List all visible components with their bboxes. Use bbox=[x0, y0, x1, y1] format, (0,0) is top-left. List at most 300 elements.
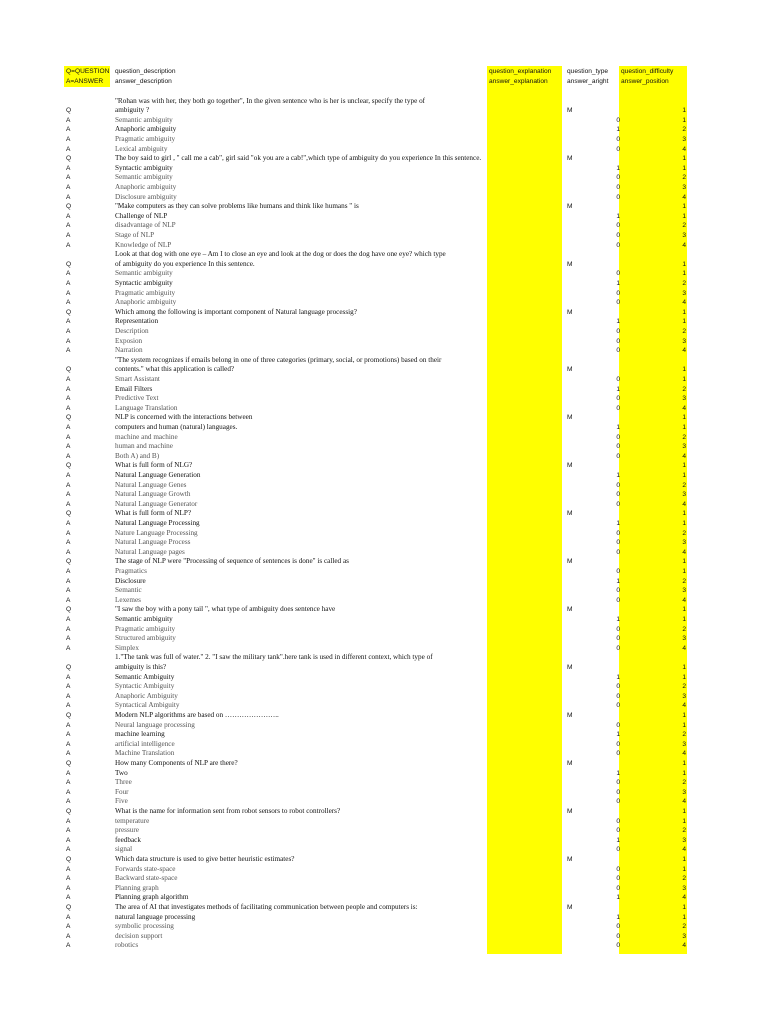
answer-position-cell: 1 bbox=[682, 769, 686, 777]
answer-position-cell: 4 bbox=[682, 404, 686, 412]
answer-right-cell: 0 bbox=[616, 740, 620, 748]
row-type-cell: A bbox=[66, 222, 71, 230]
row-type-cell: Q bbox=[66, 759, 72, 767]
question-type-cell: M bbox=[567, 855, 573, 863]
answer-right-cell: 1 bbox=[616, 894, 620, 902]
answer-position-cell: 3 bbox=[682, 491, 686, 499]
answer-right-cell: 0 bbox=[616, 548, 620, 556]
header-col-description-label: question_description answer_description bbox=[115, 68, 176, 85]
row-type-cell: A bbox=[66, 683, 71, 691]
answer-right-cell: 0 bbox=[616, 491, 620, 499]
answer-position-cell: 2 bbox=[682, 683, 686, 691]
row-type-cell: A bbox=[66, 404, 71, 412]
description-cell: What is the name for information sent from robot sensors to robot controllers? bbox=[115, 806, 341, 815]
description-cell: artificial intelligence bbox=[115, 739, 175, 748]
row-type-cell: A bbox=[66, 299, 71, 307]
answer-position-cell: 2 bbox=[682, 385, 686, 393]
answer-row bbox=[0, 442, 770, 452]
row-type-cell: A bbox=[66, 471, 71, 479]
row-type-cell: A bbox=[66, 942, 71, 950]
row-type-cell: A bbox=[66, 615, 71, 623]
row-type-cell: Q bbox=[66, 366, 72, 374]
description-cell: Syntactic ambiguity bbox=[115, 163, 173, 172]
answer-position-cell: 1 bbox=[682, 519, 686, 527]
row-type-cell: Q bbox=[66, 462, 72, 470]
answer-row bbox=[0, 529, 770, 539]
answer-position-cell: 2 bbox=[682, 174, 686, 182]
answer-right-cell: 0 bbox=[616, 702, 620, 710]
row-type-cell: Q bbox=[66, 414, 72, 422]
description-cell: Stage of NLP bbox=[115, 230, 155, 239]
answer-right-cell: 1 bbox=[616, 423, 620, 431]
description-cell: Natural Language pages bbox=[115, 547, 185, 556]
answer-right-cell: 0 bbox=[616, 193, 620, 201]
answer-row bbox=[0, 423, 770, 433]
answer-row bbox=[0, 941, 770, 951]
row-type-cell: A bbox=[66, 279, 71, 287]
answer-right-cell: 0 bbox=[616, 788, 620, 796]
difficulty-cell: 1 bbox=[682, 260, 686, 268]
question-type-cell: M bbox=[567, 606, 573, 614]
answer-position-cell: 4 bbox=[682, 846, 686, 854]
difficulty-cell: 1 bbox=[682, 855, 686, 863]
row-type-cell: Q bbox=[66, 663, 72, 671]
difficulty-cell: 1 bbox=[682, 663, 686, 671]
question-row bbox=[0, 557, 770, 567]
row-type-cell: A bbox=[66, 385, 71, 393]
row-type-cell: A bbox=[66, 433, 71, 441]
answer-row bbox=[0, 692, 770, 702]
description-cell: of ambiguity do you experience In this sentence. bbox=[115, 259, 255, 268]
answer-right-cell: 0 bbox=[616, 270, 620, 278]
question-row bbox=[0, 413, 770, 423]
answer-row bbox=[0, 749, 770, 759]
answer-right-cell: 0 bbox=[616, 942, 620, 950]
row-type-cell: A bbox=[66, 126, 71, 134]
table-row bbox=[0, 97, 770, 107]
answer-right-cell: 0 bbox=[616, 500, 620, 508]
answer-position-cell: 1 bbox=[682, 673, 686, 681]
answer-right-cell: 0 bbox=[616, 798, 620, 806]
row-type-cell: A bbox=[66, 913, 71, 921]
row-type-cell: A bbox=[66, 721, 71, 729]
description-cell: Simplex bbox=[115, 643, 139, 652]
question-type-cell: M bbox=[567, 308, 573, 316]
answer-position-cell: 4 bbox=[682, 596, 686, 604]
row-type-cell: A bbox=[66, 692, 71, 700]
answer-row bbox=[0, 173, 770, 183]
row-type-cell: A bbox=[66, 193, 71, 201]
answer-right-cell: 0 bbox=[616, 644, 620, 652]
question-type-cell: M bbox=[567, 807, 573, 815]
description-cell: NLP is concerned with the interactions between bbox=[115, 413, 253, 422]
description-cell: Look at that dog with one eye – Am I to close an eye and look at the dog or does the dog have one eye? which type bbox=[115, 250, 446, 259]
answer-position-cell: 2 bbox=[682, 327, 686, 335]
answer-right-cell: 0 bbox=[616, 817, 620, 825]
answer-position-cell: 1 bbox=[682, 615, 686, 623]
answer-row bbox=[0, 500, 770, 510]
description-cell: Semantic ambiguity bbox=[115, 269, 173, 278]
answer-right-cell: 0 bbox=[616, 692, 620, 700]
row-type-cell: A bbox=[66, 452, 71, 460]
answer-row bbox=[0, 673, 770, 683]
answer-position-cell: 2 bbox=[682, 279, 686, 287]
question-row bbox=[0, 711, 770, 721]
answer-position-cell: 4 bbox=[682, 548, 686, 556]
answer-row bbox=[0, 241, 770, 251]
answer-row bbox=[0, 893, 770, 903]
row-type-cell: A bbox=[66, 183, 71, 191]
description-cell: symbolic processing bbox=[115, 922, 174, 931]
answer-right-cell: 0 bbox=[616, 337, 620, 345]
row-type-cell: A bbox=[66, 519, 71, 527]
description-cell: The stage of NLP were "Processing of sequence of sentences is done" is called as bbox=[115, 557, 349, 566]
row-type-cell: A bbox=[66, 375, 71, 383]
description-cell: robotics bbox=[115, 941, 139, 950]
answer-right-cell: 1 bbox=[616, 731, 620, 739]
description-cell: Syntactic Ambiguity bbox=[115, 682, 175, 691]
row-type-cell: A bbox=[66, 769, 71, 777]
answer-position-cell: 1 bbox=[682, 817, 686, 825]
description-cell: Semantic bbox=[115, 586, 142, 595]
difficulty-cell: 1 bbox=[682, 903, 686, 911]
answer-right-cell: 0 bbox=[616, 375, 620, 383]
answer-row bbox=[0, 615, 770, 625]
question-row bbox=[0, 509, 770, 519]
answer-position-cell: 4 bbox=[682, 644, 686, 652]
answer-row bbox=[0, 730, 770, 740]
header-col-explanation-label: question_explanation answer_explanation bbox=[489, 68, 552, 85]
answer-right-cell: 0 bbox=[616, 923, 620, 931]
row-type-cell: A bbox=[66, 731, 71, 739]
question-row bbox=[0, 202, 770, 212]
answer-row bbox=[0, 375, 770, 385]
answer-right-cell: 1 bbox=[616, 836, 620, 844]
description-cell: "Rohan was with her, they both go together", In the given sentence who is her is unclear, specify the type of bbox=[115, 96, 426, 105]
description-cell: Smart Assistant bbox=[115, 374, 160, 383]
row-type-cell: A bbox=[66, 395, 71, 403]
answer-row bbox=[0, 404, 770, 414]
answer-row bbox=[0, 327, 770, 337]
answer-position-cell: 2 bbox=[682, 923, 686, 931]
answer-right-cell: 1 bbox=[616, 318, 620, 326]
description-cell: Anaphoric ambiguity bbox=[115, 298, 177, 307]
answer-row bbox=[0, 538, 770, 548]
description-cell: Knowledge of NLP bbox=[115, 240, 172, 249]
description-cell: Anaphoric ambiguity bbox=[115, 125, 177, 134]
description-cell: Planning graph algorithm bbox=[115, 893, 189, 902]
answer-row bbox=[0, 874, 770, 884]
answer-right-cell: 0 bbox=[616, 635, 620, 643]
difficulty-cell: 1 bbox=[682, 462, 686, 470]
description-cell: Natural Language Growth bbox=[115, 490, 191, 499]
question-type-cell: M bbox=[567, 414, 573, 422]
answer-right-cell: 0 bbox=[616, 827, 620, 835]
row-type-cell: A bbox=[66, 212, 71, 220]
row-type-cell: A bbox=[66, 164, 71, 172]
row-type-cell: A bbox=[66, 587, 71, 595]
row-type-cell: A bbox=[66, 135, 71, 143]
question-type-cell: M bbox=[567, 558, 573, 566]
answer-right-cell: 0 bbox=[616, 846, 620, 854]
answer-row bbox=[0, 193, 770, 203]
answer-row bbox=[0, 682, 770, 692]
answer-position-cell: 3 bbox=[682, 740, 686, 748]
row-type-cell: A bbox=[66, 750, 71, 758]
difficulty-cell: 1 bbox=[682, 107, 686, 115]
answer-right-cell: 0 bbox=[616, 289, 620, 297]
answer-right-cell: 0 bbox=[616, 875, 620, 883]
answer-position-cell: 4 bbox=[682, 942, 686, 950]
answer-row bbox=[0, 269, 770, 279]
answer-right-cell: 0 bbox=[616, 222, 620, 230]
difficulty-cell: 1 bbox=[682, 711, 686, 719]
description-cell: Syntactical Ambiguity bbox=[115, 701, 180, 710]
answer-row bbox=[0, 644, 770, 654]
question-row bbox=[0, 903, 770, 913]
row-type-cell: A bbox=[66, 337, 71, 345]
row-type-cell: A bbox=[66, 491, 71, 499]
question-type-cell: M bbox=[567, 155, 573, 163]
answer-row bbox=[0, 519, 770, 529]
answer-row bbox=[0, 913, 770, 923]
answer-position-cell: 2 bbox=[682, 577, 686, 585]
answer-row bbox=[0, 586, 770, 596]
description-cell: Four bbox=[115, 787, 129, 796]
answer-row bbox=[0, 212, 770, 222]
answer-position-cell: 1 bbox=[682, 865, 686, 873]
answer-position-cell: 4 bbox=[682, 452, 686, 460]
row-type-cell: A bbox=[66, 673, 71, 681]
answer-row bbox=[0, 433, 770, 443]
answer-right-cell: 1 bbox=[616, 385, 620, 393]
description-cell: computers and human (natural) languages. bbox=[115, 422, 238, 431]
answer-position-cell: 1 bbox=[682, 318, 686, 326]
answer-position-cell: 4 bbox=[682, 299, 686, 307]
answer-position-cell: 3 bbox=[682, 337, 686, 345]
description-cell: The boy said to girl , " call me a cab", girl said "ok you are a cab!",which type of ambiguity do you experience In this sentence. bbox=[115, 154, 482, 163]
answer-right-cell: 0 bbox=[616, 327, 620, 335]
question-type-cell: M bbox=[567, 462, 573, 470]
question-type-cell: M bbox=[567, 663, 573, 671]
answer-position-cell: 2 bbox=[682, 481, 686, 489]
answer-position-cell: 3 bbox=[682, 788, 686, 796]
answer-row bbox=[0, 596, 770, 606]
description-cell: Pragmatic ambiguity bbox=[115, 624, 176, 633]
difficulty-cell: 1 bbox=[682, 155, 686, 163]
row-type-cell: A bbox=[66, 875, 71, 883]
answer-row bbox=[0, 884, 770, 894]
row-type-cell: A bbox=[66, 539, 71, 547]
answer-right-cell: 0 bbox=[616, 884, 620, 892]
row-type-cell: Q bbox=[66, 308, 72, 316]
answer-position-cell: 3 bbox=[682, 539, 686, 547]
answer-right-cell: 0 bbox=[616, 452, 620, 460]
question-row bbox=[0, 461, 770, 471]
answer-right-cell: 0 bbox=[616, 539, 620, 547]
description-cell: Pragmatic ambiguity bbox=[115, 134, 176, 143]
header-col-difficulty-label: question_difficulty answer_position bbox=[621, 68, 674, 85]
description-cell: machine and machine bbox=[115, 432, 178, 441]
description-cell: Language Translation bbox=[115, 403, 178, 412]
question-type-cell: M bbox=[567, 711, 573, 719]
row-type-cell: A bbox=[66, 788, 71, 796]
answer-row bbox=[0, 634, 770, 644]
answer-right-cell: 1 bbox=[616, 769, 620, 777]
row-type-cell: A bbox=[66, 596, 71, 604]
row-type-cell: A bbox=[66, 644, 71, 652]
answer-position-cell: 4 bbox=[682, 798, 686, 806]
answer-position-cell: 1 bbox=[682, 913, 686, 921]
description-cell: Which among the following is important component of Natural language processig? bbox=[115, 307, 357, 316]
row-type-cell: A bbox=[66, 932, 71, 940]
answer-row bbox=[0, 145, 770, 155]
answer-row bbox=[0, 385, 770, 395]
answer-row bbox=[0, 231, 770, 241]
answer-position-cell: 2 bbox=[682, 433, 686, 441]
answer-row bbox=[0, 337, 770, 347]
description-cell: Backward state-space bbox=[115, 874, 178, 883]
description-cell: Natural Language Generator bbox=[115, 499, 198, 508]
answer-row bbox=[0, 740, 770, 750]
row-type-cell: Q bbox=[66, 606, 72, 614]
row-type-cell: Q bbox=[66, 203, 72, 211]
answer-right-cell: 0 bbox=[616, 145, 620, 153]
difficulty-cell: 1 bbox=[682, 414, 686, 422]
answer-position-cell: 3 bbox=[682, 443, 686, 451]
description-cell: Predictive Text bbox=[115, 394, 159, 403]
answer-right-cell: 0 bbox=[616, 481, 620, 489]
row-type-cell: A bbox=[66, 836, 71, 844]
answer-right-cell: 1 bbox=[616, 279, 620, 287]
answer-right-cell: 0 bbox=[616, 135, 620, 143]
answer-right-cell: 1 bbox=[616, 212, 620, 220]
question-row bbox=[0, 260, 770, 270]
answer-position-cell: 3 bbox=[682, 635, 686, 643]
answer-right-cell: 1 bbox=[616, 164, 620, 172]
difficulty-cell: 1 bbox=[682, 759, 686, 767]
question-row bbox=[0, 106, 770, 116]
answer-row bbox=[0, 394, 770, 404]
row-type-cell: A bbox=[66, 817, 71, 825]
answer-position-cell: 2 bbox=[682, 779, 686, 787]
answer-right-cell: 0 bbox=[616, 433, 620, 441]
answer-row bbox=[0, 788, 770, 798]
row-type-cell: A bbox=[66, 443, 71, 451]
description-cell: Three bbox=[115, 778, 132, 787]
question-row bbox=[0, 663, 770, 673]
answer-right-cell: 1 bbox=[616, 913, 620, 921]
description-cell: Semantic ambiguity bbox=[115, 614, 173, 623]
description-cell: pressure bbox=[115, 826, 139, 835]
row-type-cell: Q bbox=[66, 711, 72, 719]
row-type-cell: A bbox=[66, 577, 71, 585]
description-cell: Neural language processing bbox=[115, 720, 195, 729]
answer-right-cell: 0 bbox=[616, 529, 620, 537]
answer-right-cell: 0 bbox=[616, 404, 620, 412]
answer-row bbox=[0, 346, 770, 356]
question-type-cell: M bbox=[567, 366, 573, 374]
answer-position-cell: 3 bbox=[682, 836, 686, 844]
description-cell: Five bbox=[115, 797, 128, 806]
description-cell: disadvantage of NLP bbox=[115, 221, 176, 230]
answer-position-cell: 2 bbox=[682, 126, 686, 134]
row-type-cell: A bbox=[66, 174, 71, 182]
answer-right-cell: 0 bbox=[616, 299, 620, 307]
row-type-cell: A bbox=[66, 116, 71, 124]
answer-position-cell: 3 bbox=[682, 692, 686, 700]
description-cell: ambiguity is this? bbox=[115, 662, 167, 671]
answer-right-cell: 1 bbox=[616, 673, 620, 681]
answer-position-cell: 1 bbox=[682, 375, 686, 383]
answer-row bbox=[0, 298, 770, 308]
answer-right-cell: 0 bbox=[616, 567, 620, 575]
row-type-cell: A bbox=[66, 923, 71, 931]
description-cell: Representation bbox=[115, 317, 159, 326]
answer-position-cell: 4 bbox=[682, 500, 686, 508]
description-cell: machine learning bbox=[115, 730, 165, 739]
description-cell: Email Filters bbox=[115, 384, 153, 393]
difficulty-cell: 1 bbox=[682, 510, 686, 518]
description-cell: Semantic Ambiguity bbox=[115, 672, 175, 681]
row-type-cell: A bbox=[66, 481, 71, 489]
row-type-cell: A bbox=[66, 423, 71, 431]
question-row bbox=[0, 365, 770, 375]
row-type-cell: A bbox=[66, 865, 71, 873]
description-cell: The area of AI that investigates methods of facilitating communication between people and computers is: bbox=[115, 902, 418, 911]
row-type-cell: A bbox=[66, 884, 71, 892]
answer-right-cell: 1 bbox=[616, 126, 620, 134]
description-cell: Anaphoric ambiguity bbox=[115, 182, 177, 191]
answer-row bbox=[0, 471, 770, 481]
answer-right-cell: 1 bbox=[616, 577, 620, 585]
description-cell: Nature Language Processing bbox=[115, 528, 198, 537]
answer-position-cell: 4 bbox=[682, 193, 686, 201]
answer-row bbox=[0, 135, 770, 145]
difficulty-cell: 1 bbox=[682, 366, 686, 374]
answer-right-cell: 0 bbox=[616, 750, 620, 758]
description-cell: What is full form of NLP? bbox=[115, 509, 192, 518]
answer-position-cell: 4 bbox=[682, 145, 686, 153]
answer-row bbox=[0, 481, 770, 491]
answer-row bbox=[0, 279, 770, 289]
description-cell: temperature bbox=[115, 816, 150, 825]
description-cell: Planning graph bbox=[115, 883, 159, 892]
row-type-cell: A bbox=[66, 270, 71, 278]
description-cell: signal bbox=[115, 845, 133, 854]
question-row bbox=[0, 855, 770, 865]
table-row bbox=[0, 653, 770, 663]
row-type-cell: A bbox=[66, 779, 71, 787]
difficulty-cell: 1 bbox=[682, 807, 686, 815]
description-cell: Semantic ambiguity bbox=[115, 115, 173, 124]
row-type-cell: Q bbox=[66, 855, 72, 863]
answer-row bbox=[0, 567, 770, 577]
answer-right-cell: 0 bbox=[616, 625, 620, 633]
answer-row bbox=[0, 922, 770, 932]
answer-position-cell: 2 bbox=[682, 731, 686, 739]
table-row bbox=[0, 250, 770, 260]
answer-right-cell: 0 bbox=[616, 596, 620, 604]
description-cell: Natural Language Process bbox=[115, 538, 191, 547]
answer-right-cell: 1 bbox=[616, 519, 620, 527]
row-type-cell: A bbox=[66, 318, 71, 326]
description-cell: Which data structure is used to give better heuristic estimates? bbox=[115, 854, 295, 863]
description-cell: Pragmatic ambiguity bbox=[115, 288, 176, 297]
row-type-cell: A bbox=[66, 548, 71, 556]
question-row bbox=[0, 308, 770, 318]
description-cell: Narration bbox=[115, 346, 143, 355]
